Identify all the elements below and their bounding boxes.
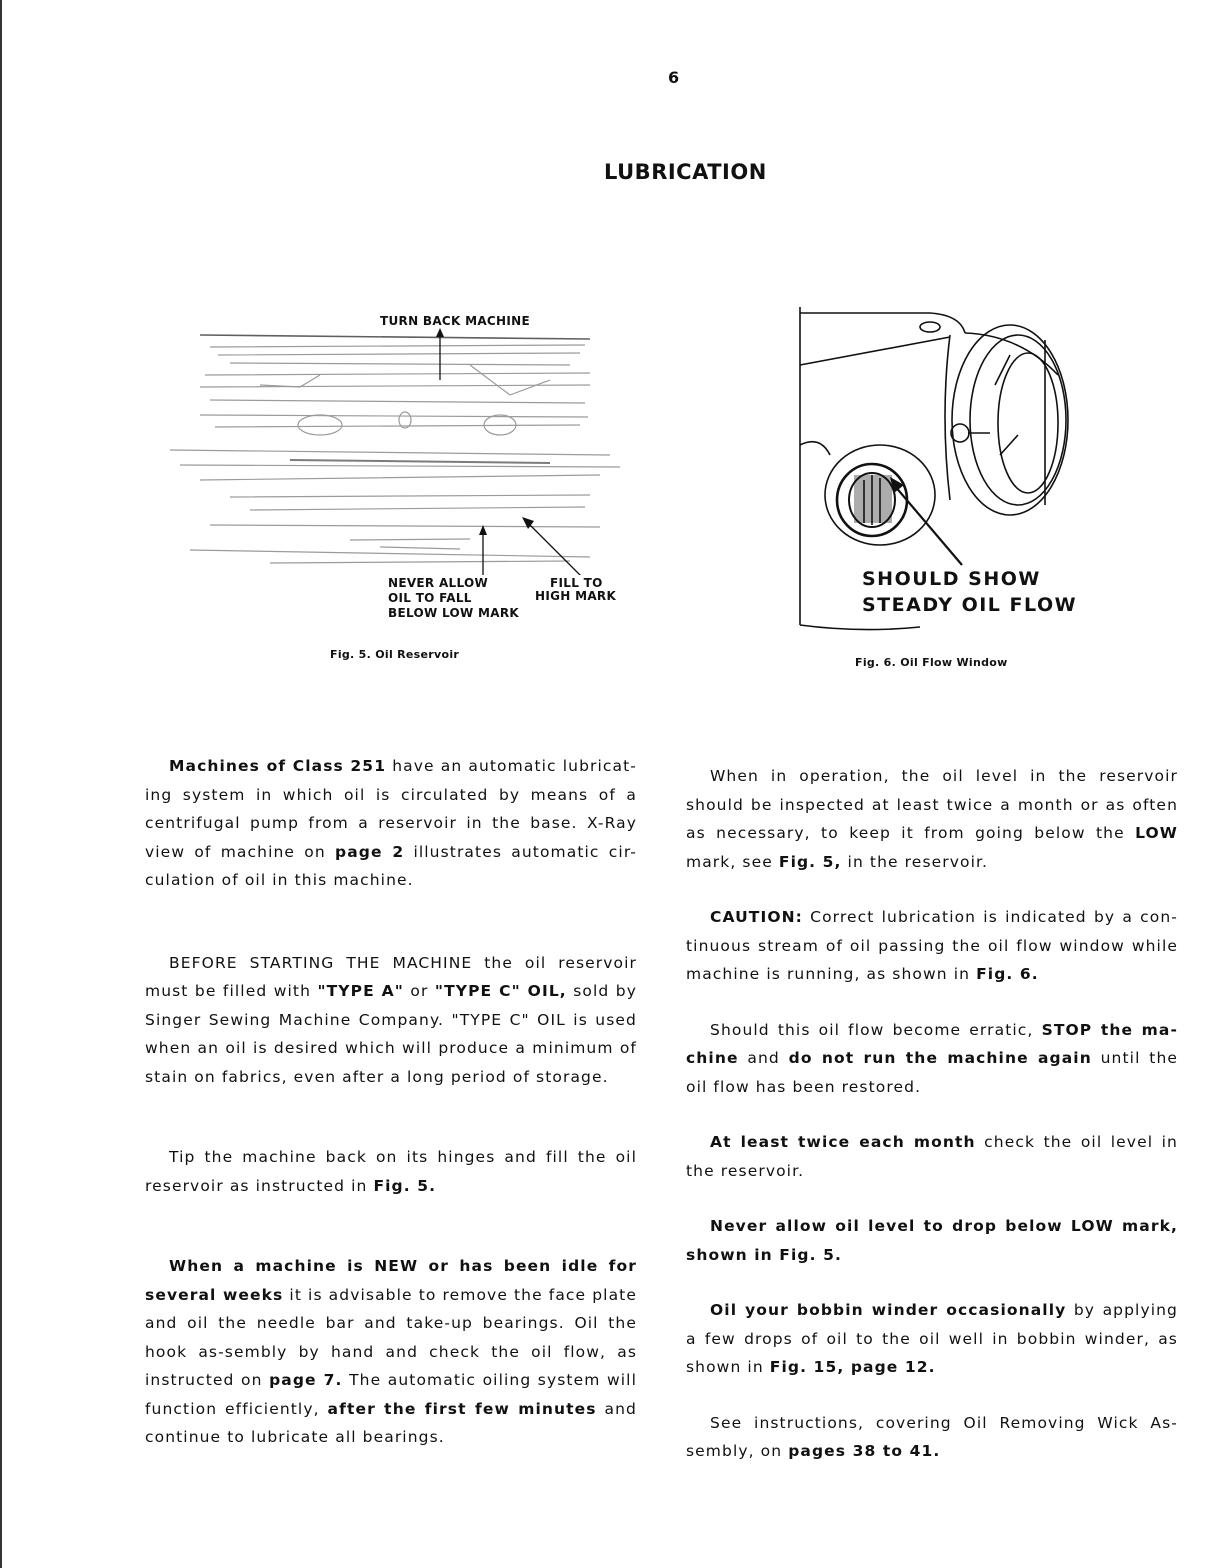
fig5-label-fill-to-2: HIGH MARK xyxy=(535,589,617,603)
left-paragraph-3: Tip the machine back on its hinges and fill the oil reservoir as instructed in Fig. 5. xyxy=(145,1148,637,1195)
left-paragraph-2: BEFORE STARTING THE MACHINE the oil reservoir must be filled with "TYPE A" or "TYPE C" OIL, sold by Singer Sewing Machine Company. "TYPE C" OIL is used when an oil is desired which will produce a minimum of stain on fabrics, even after a long period of storage. xyxy=(145,953,637,1086)
fig5-oil-reservoir-image xyxy=(170,325,630,575)
right-paragraph-1: When in operation, the oil level in the reservoir should be inspected at least twice a month or as often as necessary, to keep it from going below the LOW mark, see Fig. 5, in the reservoir. xyxy=(686,767,1178,871)
fig5-caption: Fig. 5. Oil Reservoir xyxy=(330,648,460,661)
left-paragraph-1: Machines of Class 251 have an automatic lubricat-ing system in which oil is circulated by means of a centrifugal pump from a reservoir in the base. X-Ray view of machine on page 2 illustrates automatic cir-culation of oil in this machine. xyxy=(145,757,638,889)
fig5-label-never-allow-2: OIL TO FALL xyxy=(388,591,472,605)
right-paragraph-4: At least twice each month check the oil level in the reservoir. xyxy=(686,1133,1178,1180)
fig5-label-never-allow-3: BELOW LOW MARK xyxy=(388,606,519,620)
right-paragraph-6: Oil your bobbin winder occasionally by applying a few drops of oil to the oil well in bobbin winder, as shown in Fig. 15, page 12. xyxy=(686,1301,1178,1376)
right-paragraph-2: CAUTION: Correct lubrication is indicated by a con-tinuous stream of oil passing the oil flow window while machine is running, as shown in Fig. 6. xyxy=(686,908,1178,983)
right-paragraph-5: Never allow oil level to drop below LOW mark, shown in Fig. 5. xyxy=(686,1217,1178,1264)
fig5-label-turn-back: TURN BACK MACHINE xyxy=(380,314,530,328)
page-title: LUBRICATION xyxy=(604,160,767,184)
fig6-label-line-1: SHOULD SHOW xyxy=(862,568,1041,590)
right-column xyxy=(686,762,1178,1466)
fig6-caption: Fig. 6. Oil Flow Window xyxy=(855,656,1008,669)
right-paragraph-7: See instructions, covering Oil Removing Wick As-sembly, on pages 38 to 41. xyxy=(686,1413,1178,1460)
fig5-label-fill-to-1: FILL TO xyxy=(550,576,603,590)
page-number: 6 xyxy=(668,68,680,87)
left-column xyxy=(145,752,637,1452)
right-paragraph-3: Should this oil flow become erratic, STOP the ma-chine and do not run the machine again until the oil flow has been restored. xyxy=(686,1020,1179,1096)
fig5-label-never-allow-1: NEVER ALLOW xyxy=(388,576,489,590)
fig6-label-line-2: STEADY OIL FLOW xyxy=(862,594,1078,616)
left-paragraph-4: When a machine is NEW or has been idle for several weeks it is advisable to remove the face plate and oil the needle bar and take-up bearings. Oil the hook as-sembly by hand and check the oil flow, as instructed on page 7. The automatic oiling system will function efficiently, after the first few minutes and continue to lubricate all bearings. xyxy=(145,1257,637,1446)
page-edge-line xyxy=(0,0,2,1568)
